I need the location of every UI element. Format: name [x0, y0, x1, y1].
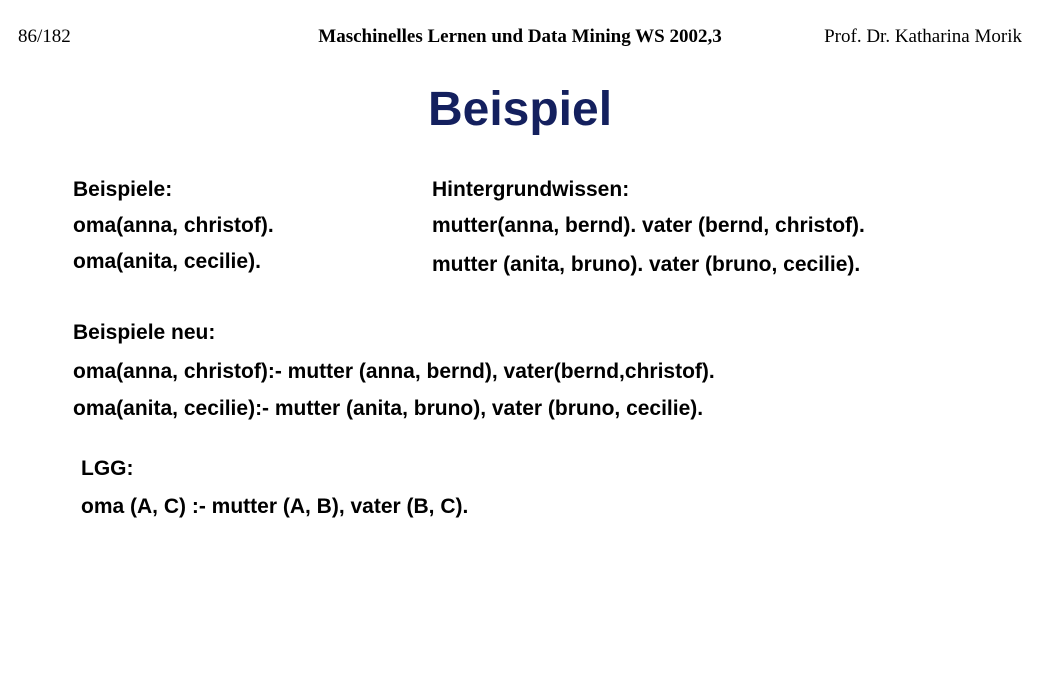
lgg-rule: oma (A, C) :- mutter (A, B), vater (B, C).: [81, 495, 469, 518]
example-line-1: oma(anna, christof).: [73, 214, 274, 237]
example-line-2: oma(anita, cecilie).: [73, 250, 261, 273]
background-heading: Hintergrundwissen:: [432, 178, 630, 201]
course-title: Maschinelles Lernen und Data Mining WS 2002,3: [318, 26, 722, 47]
author-name: Prof. Dr. Katharina Morik: [824, 26, 1022, 47]
page-number: 86/182: [18, 26, 71, 47]
slide-header: [18, 26, 1022, 50]
examples-new-line-1: oma(anna, christof):- mutter (anna, bernd), vater(bernd,christof).: [73, 360, 715, 383]
background-line-2: mutter (anita, bruno). vater (bruno, cecilie).: [432, 253, 861, 276]
examples-new-line-2: oma(anita, cecilie):- mutter (anita, bruno), vater (bruno, cecilie).: [73, 397, 704, 420]
examples-new-heading: Beispiele neu:: [73, 321, 216, 344]
examples-heading: Beispiele:: [73, 178, 173, 201]
background-line-1: mutter(anna, bernd). vater (bernd, christof).: [432, 214, 865, 237]
slide-title: Beispiel: [427, 83, 613, 136]
lgg-heading: LGG:: [81, 457, 134, 480]
